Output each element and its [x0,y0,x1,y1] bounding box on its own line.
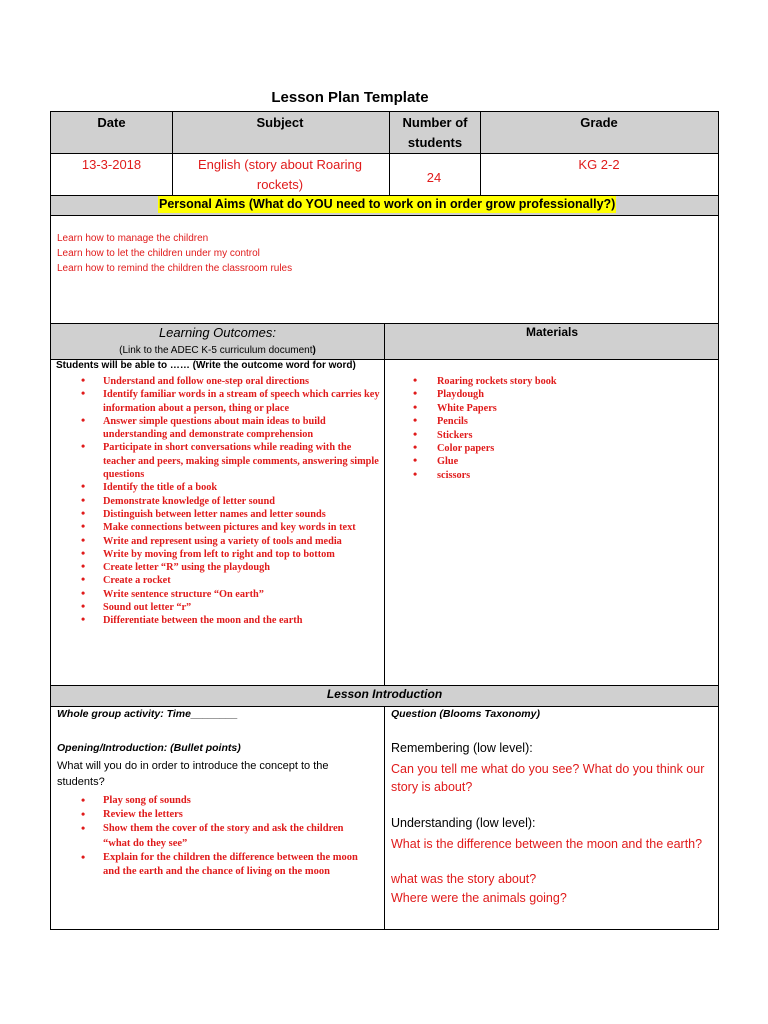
header-date: Date [97,115,126,130]
list-item: • scissors [385,469,715,482]
list-item: Learn how to manage the children [57,233,209,244]
list-item: • Write by moving from left to right and top to bottom [53,548,381,561]
list-item: • Roaring rockets story book [385,375,715,388]
personal-aims-question: (What do YOU need to work on in order grow professionally?) [248,197,616,211]
list-item: • White Papers [385,402,715,415]
opening-bullets [53,794,371,879]
understanding-question-3: Where were the animals going? [391,891,567,905]
list-item: • Show them the cover of the story and ask the children “what do they see” [53,822,371,850]
list-item: • Write sentence structure “On earth” [53,588,381,601]
question-heading: Question (Blooms Taxonomy) [391,708,540,720]
list-item: • Review the letters [53,808,371,822]
whole-group-activity: Whole group activity: Time________ [57,708,238,720]
personal-aims-prefix: Personal Aims [159,197,249,211]
list-item: • Explain for the children the difference between the moon and the earth and the chance of living on the moon [53,851,371,879]
list-item: • Write and represent using a variety of tools and media [53,535,381,548]
list-item: • Differentiate between the moon and the earth [53,614,381,627]
page-title: Lesson Plan Template [271,89,429,106]
list-item: • Answer simple questions about main ideas to build understanding and demonstrate comprehension [53,415,381,442]
personal-aims-label [158,196,616,213]
list-item: • Demonstrate knowledge of letter sound [53,495,381,508]
list-item: Learn how to remind the children the classroom rules [57,263,293,274]
list-item: • Identify the title of a book [53,481,381,494]
table-border-right [718,111,719,930]
row-divider [50,215,719,216]
header-grade: Grade [580,115,618,130]
header-subject: Subject [256,115,304,130]
date-value: 13-3-2018 [81,157,142,172]
list-item: • Distinguish between letter names and letter sounds [53,508,381,521]
opening-label: Opening/Introduction: (Bullet points) [57,742,241,754]
list-item: • Make connections between pictures and key words in text [53,521,381,534]
row-divider [50,195,719,196]
lesson-intro-heading: Lesson Introduction [326,687,443,701]
list-item: • Create letter “R” using the playdough [53,561,381,574]
materials-list [385,375,715,482]
list-item: • Color papers [385,442,715,455]
adec-link-close: ) [312,345,316,356]
header-number-of-students: Number of students [402,115,468,150]
opening-question: What will you do in order to introduce the concept to the students? [57,760,329,788]
personal-aims-list [57,231,292,276]
list-item: Learn how to let the children under my control [57,248,260,259]
remembering-label: Remembering (low level): [391,741,533,755]
subject-value: English (story about Roaring rockets) [197,157,363,192]
materials-heading: Materials [525,325,579,339]
adec-link-text: (Link to the ADEC K-5 curriculum document [119,345,313,356]
outcomes-lead: Students will be able to …… (Write the outcome word for word) [56,360,356,371]
understanding-question-1: What is the difference between the moon and the earth? [391,837,703,851]
learning-outcomes-sub [51,345,384,356]
learning-outcomes-heading: Learning Outcomes: [158,325,277,340]
list-item: • Participate in short conversations while reading with the teacher and peers, making simple comments, answering simple questions [53,441,381,481]
grade-value: KG 2-2 [578,157,620,172]
num-students-value: 24 [426,170,442,185]
list-item: • Identify familiar words in a stream of speech which carries key information about a person, thing or place [53,388,381,415]
column-divider [389,111,390,196]
learning-outcomes-list [53,375,381,628]
column-divider [172,111,173,196]
table-border-top [50,111,719,112]
list-item: • Create a rocket [53,574,381,587]
column-divider [384,323,385,686]
remembering-question: Can you tell me what do you see? What do you think our story is about? [391,762,705,794]
column-divider [480,111,481,196]
row-divider [50,153,719,154]
table-border-left [50,111,51,930]
list-item: • Play song of sounds [53,794,371,808]
understanding-question-2: what was the story about? [391,872,537,886]
list-item: • Glue [385,455,715,468]
list-item: • Understand and follow one-step oral directions [53,375,381,388]
understanding-label: Understanding (low level): [391,816,536,830]
list-item: • Playdough [385,388,715,401]
list-item: • Pencils [385,415,715,428]
column-divider [384,706,385,930]
list-item: • Sound out letter “r” [53,601,381,614]
list-item: • Stickers [385,429,715,442]
